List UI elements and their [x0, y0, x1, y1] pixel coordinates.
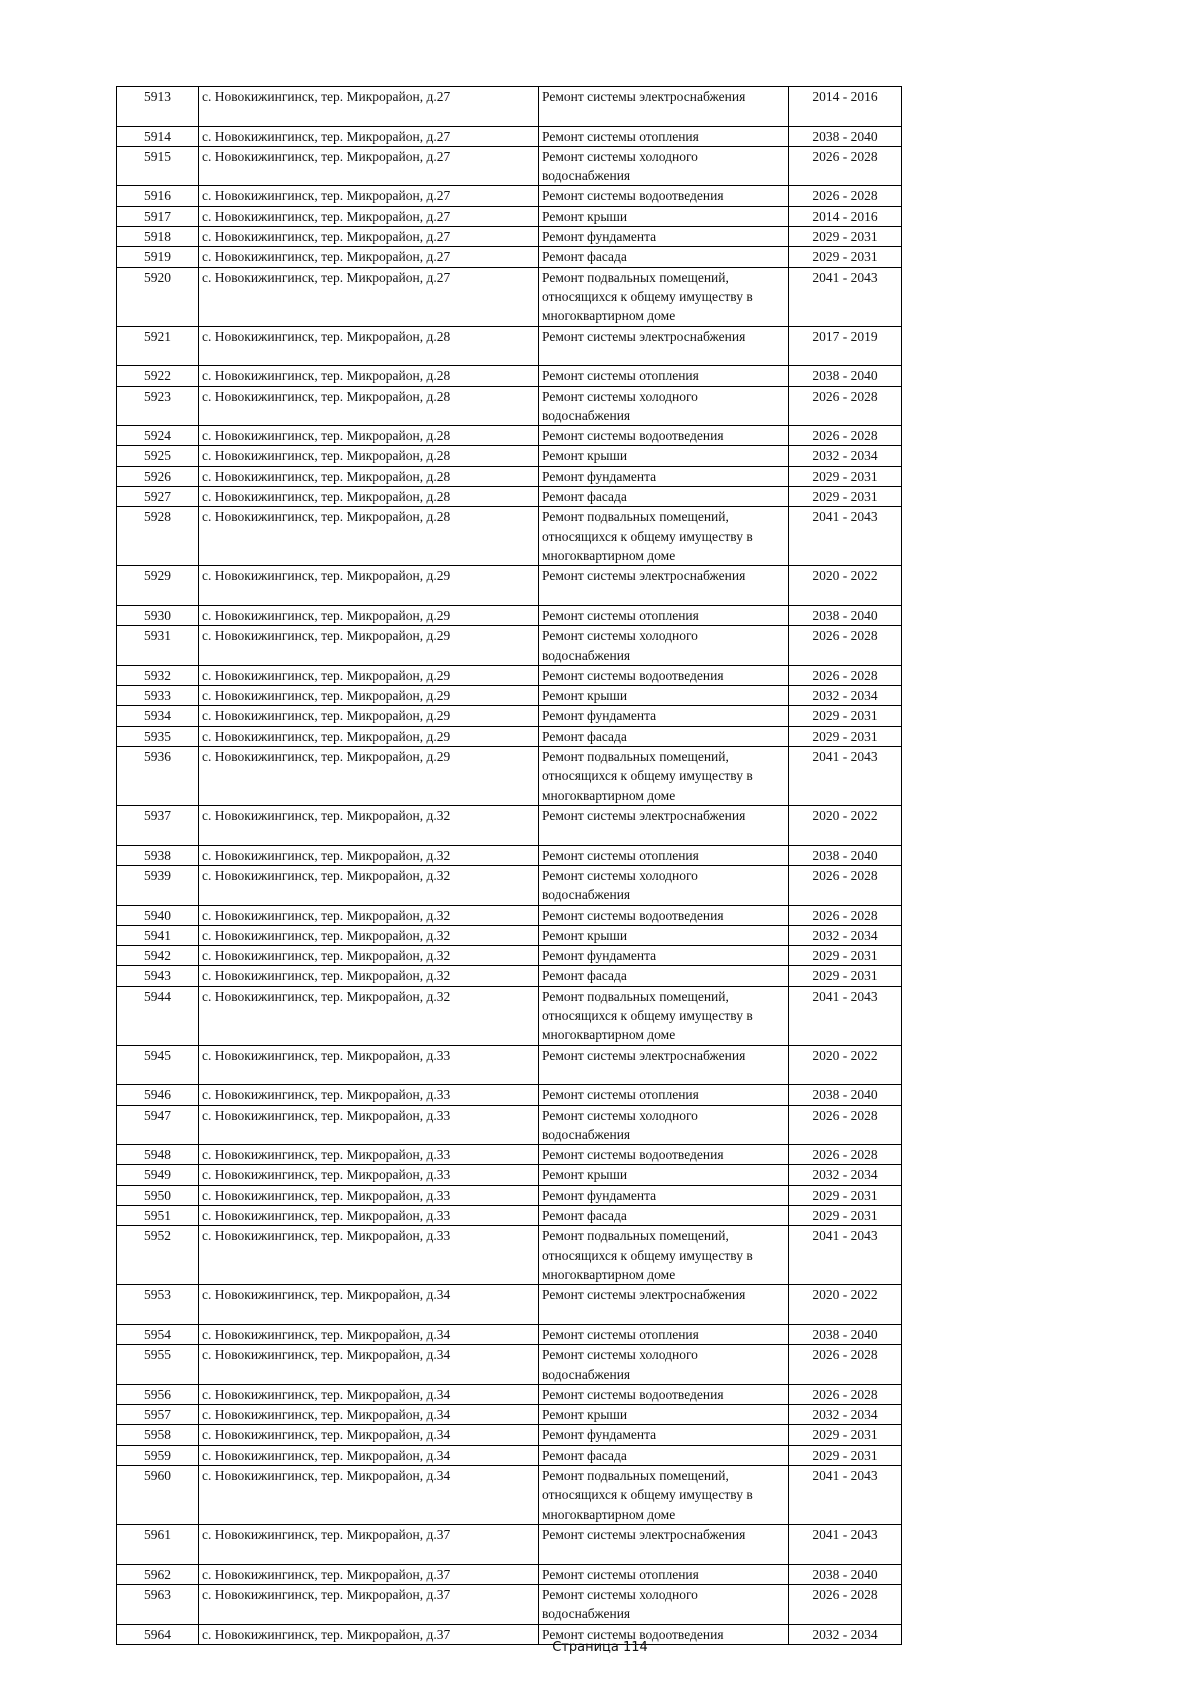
row-address: с. Новокижингинск, тер. Микрорайон, д.33 — [199, 1206, 539, 1226]
row-period: 2032 - 2034 — [789, 446, 902, 466]
row-number: 5941 — [117, 925, 199, 945]
table-row — [117, 1105, 902, 1145]
row-address: с. Новокижингинск, тер. Микрорайон, д.34 — [199, 1425, 539, 1445]
row-period: 2029 - 2031 — [789, 227, 902, 247]
table-row — [117, 87, 902, 127]
row-address: с. Новокижингинск, тер. Микрорайон, д.32 — [199, 986, 539, 1045]
row-period: 2026 - 2028 — [789, 1584, 902, 1624]
table-row — [117, 1324, 902, 1344]
table-row — [117, 1525, 902, 1565]
row-period: 2041 - 2043 — [789, 1525, 902, 1565]
table-row — [117, 1405, 902, 1425]
row-work-type: Ремонт фундамента — [539, 1185, 789, 1205]
table-row — [117, 206, 902, 226]
row-address: с. Новокижингинск, тер. Микрорайон, д.32 — [199, 845, 539, 865]
table-row — [117, 186, 902, 206]
table-row — [117, 925, 902, 945]
table-row — [117, 1165, 902, 1185]
table-row — [117, 686, 902, 706]
row-address: с. Новокижингинск, тер. Микрорайон, д.32 — [199, 925, 539, 945]
row-address: с. Новокижингинск, тер. Микрорайон, д.28 — [199, 426, 539, 446]
row-period: 2026 - 2028 — [789, 865, 902, 905]
row-work-type: Ремонт системы электроснабжения — [539, 566, 789, 606]
row-work-type: Ремонт системы водоотведения — [539, 905, 789, 925]
table-row — [117, 227, 902, 247]
row-work-type: Ремонт системы электроснабжения — [539, 1045, 789, 1085]
row-address: с. Новокижингинск, тер. Микрорайон, д.28 — [199, 446, 539, 466]
row-address: с. Новокижингинск, тер. Микрорайон, д.34 — [199, 1285, 539, 1325]
row-number: 5915 — [117, 146, 199, 186]
table-row — [117, 626, 902, 666]
row-number: 5933 — [117, 686, 199, 706]
row-address: с. Новокижингинск, тер. Микрорайон, д.27 — [199, 267, 539, 326]
row-number: 5930 — [117, 605, 199, 625]
row-address: с. Новокижингинск, тер. Микрорайон, д.28 — [199, 487, 539, 507]
row-period: 2026 - 2028 — [789, 905, 902, 925]
table-row — [117, 146, 902, 186]
row-number: 5961 — [117, 1525, 199, 1565]
row-number: 5955 — [117, 1345, 199, 1385]
row-period: 2029 - 2031 — [789, 1185, 902, 1205]
row-address: с. Новокижингинск, тер. Микрорайон, д.29 — [199, 665, 539, 685]
row-work-type: Ремонт фасада — [539, 247, 789, 267]
row-period: 2020 - 2022 — [789, 806, 902, 846]
row-work-type: Ремонт системы электроснабжения — [539, 87, 789, 127]
row-number: 5939 — [117, 865, 199, 905]
row-address: с. Новокижингинск, тер. Микрорайон, д.27 — [199, 126, 539, 146]
row-period: 2026 - 2028 — [789, 626, 902, 666]
row-period: 2026 - 2028 — [789, 386, 902, 426]
row-address: с. Новокижингинск, тер. Микрорайон, д.37 — [199, 1525, 539, 1565]
row-address: с. Новокижингинск, тер. Микрорайон, д.27 — [199, 146, 539, 186]
page-number: Страница 114 — [552, 1640, 648, 1655]
table-row — [117, 487, 902, 507]
row-period: 2041 - 2043 — [789, 267, 902, 326]
row-number: 5949 — [117, 1165, 199, 1185]
table-row — [117, 267, 902, 326]
row-address: с. Новокижингинск, тер. Микрорайон, д.29 — [199, 747, 539, 806]
row-address: с. Новокижингинск, тер. Микрорайон, д.37 — [199, 1624, 539, 1644]
row-work-type: Ремонт фундамента — [539, 466, 789, 486]
row-period: 2020 - 2022 — [789, 1285, 902, 1325]
row-period: 2020 - 2022 — [789, 566, 902, 606]
table-row — [117, 1384, 902, 1404]
row-work-type: Ремонт системы отопления — [539, 366, 789, 386]
row-address: с. Новокижингинск, тер. Микрорайон, д.29 — [199, 726, 539, 746]
row-work-type: Ремонт фундамента — [539, 706, 789, 726]
row-address: с. Новокижингинск, тер. Микрорайон, д.34 — [199, 1324, 539, 1344]
row-address: с. Новокижингинск, тер. Микрорайон, д.33 — [199, 1045, 539, 1085]
row-period: 2029 - 2031 — [789, 726, 902, 746]
row-period: 2029 - 2031 — [789, 1206, 902, 1226]
row-work-type: Ремонт подвальных помещений, относящихся к общему имуществу в многоквартирном доме — [539, 747, 789, 806]
row-number: 5956 — [117, 1384, 199, 1404]
table-row — [117, 566, 902, 606]
row-number: 5919 — [117, 247, 199, 267]
row-period: 2029 - 2031 — [789, 1425, 902, 1445]
row-work-type: Ремонт системы холодного водоснабжения — [539, 1584, 789, 1624]
table-row — [117, 1226, 902, 1285]
row-address: с. Новокижингинск, тер. Микрорайон, д.34 — [199, 1345, 539, 1385]
row-period: 2029 - 2031 — [789, 706, 902, 726]
table-row — [117, 747, 902, 806]
table-row — [117, 966, 902, 986]
row-work-type: Ремонт системы отопления — [539, 1564, 789, 1584]
row-number: 5921 — [117, 326, 199, 366]
row-number: 5943 — [117, 966, 199, 986]
row-address: с. Новокижингинск, тер. Микрорайон, д.33 — [199, 1165, 539, 1185]
row-number: 5925 — [117, 446, 199, 466]
row-address: с. Новокижингинск, тер. Микрорайон, д.32 — [199, 966, 539, 986]
row-work-type: Ремонт системы электроснабжения — [539, 1285, 789, 1325]
row-period: 2038 - 2040 — [789, 1564, 902, 1584]
row-work-type: Ремонт фасада — [539, 1445, 789, 1465]
row-period: 2029 - 2031 — [789, 1445, 902, 1465]
row-number: 5931 — [117, 626, 199, 666]
row-work-type: Ремонт фасада — [539, 1206, 789, 1226]
row-address: с. Новокижингинск, тер. Микрорайон, д.28 — [199, 507, 539, 566]
table-row — [117, 247, 902, 267]
row-number: 5934 — [117, 706, 199, 726]
row-number: 5929 — [117, 566, 199, 606]
row-number: 5953 — [117, 1285, 199, 1325]
row-work-type: Ремонт системы отопления — [539, 1324, 789, 1344]
row-period: 2032 - 2034 — [789, 925, 902, 945]
row-address: с. Новокижингинск, тер. Микрорайон, д.37 — [199, 1584, 539, 1624]
row-work-type: Ремонт системы отопления — [539, 605, 789, 625]
row-address: с. Новокижингинск, тер. Микрорайон, д.32 — [199, 946, 539, 966]
table-row — [117, 605, 902, 625]
row-number: 5957 — [117, 1405, 199, 1425]
row-work-type: Ремонт подвальных помещений, относящихся к общему имуществу в многоквартирном доме — [539, 1226, 789, 1285]
row-work-type: Ремонт системы электроснабжения — [539, 1525, 789, 1565]
row-period: 2038 - 2040 — [789, 605, 902, 625]
row-address: с. Новокижингинск, тер. Микрорайон, д.33 — [199, 1105, 539, 1145]
row-period: 2041 - 2043 — [789, 747, 902, 806]
row-address: с. Новокижингинск, тер. Микрорайон, д.33 — [199, 1226, 539, 1285]
row-number: 5946 — [117, 1085, 199, 1105]
row-work-type: Ремонт системы электроснабжения — [539, 326, 789, 366]
table-row — [117, 726, 902, 746]
row-work-type: Ремонт системы водоотведения — [539, 186, 789, 206]
row-work-type: Ремонт подвальных помещений, относящихся к общему имуществу в многоквартирном доме — [539, 267, 789, 326]
row-period: 2041 - 2043 — [789, 1226, 902, 1285]
row-number: 5928 — [117, 507, 199, 566]
row-work-type: Ремонт системы электроснабжения — [539, 806, 789, 846]
table-row — [117, 507, 902, 566]
row-period: 2041 - 2043 — [789, 986, 902, 1045]
row-address: с. Новокижингинск, тер. Микрорайон, д.32 — [199, 905, 539, 925]
row-number: 5936 — [117, 747, 199, 806]
row-number: 5960 — [117, 1466, 199, 1525]
row-work-type: Ремонт крыши — [539, 446, 789, 466]
row-address: с. Новокижингинск, тер. Микрорайон, д.29 — [199, 605, 539, 625]
row-work-type: Ремонт системы водоотведения — [539, 1624, 789, 1644]
row-period: 2038 - 2040 — [789, 845, 902, 865]
row-number: 5937 — [117, 806, 199, 846]
row-number: 5942 — [117, 946, 199, 966]
row-work-type: Ремонт крыши — [539, 206, 789, 226]
row-work-type: Ремонт системы водоотведения — [539, 426, 789, 446]
row-number: 5945 — [117, 1045, 199, 1085]
row-period: 2041 - 2043 — [789, 507, 902, 566]
table-row — [117, 1584, 902, 1624]
row-number: 5922 — [117, 366, 199, 386]
row-period: 2032 - 2034 — [789, 1165, 902, 1185]
table-row — [117, 1564, 902, 1584]
table-row — [117, 1445, 902, 1465]
table-row — [117, 466, 902, 486]
row-address: с. Новокижингинск, тер. Микрорайон, д.28 — [199, 326, 539, 366]
row-address: с. Новокижингинск, тер. Микрорайон, д.27 — [199, 186, 539, 206]
row-address: с. Новокижингинск, тер. Микрорайон, д.27 — [199, 227, 539, 247]
row-work-type: Ремонт системы отопления — [539, 1085, 789, 1105]
row-work-type: Ремонт крыши — [539, 925, 789, 945]
row-work-type: Ремонт крыши — [539, 686, 789, 706]
row-address: с. Новокижингинск, тер. Микрорайон, д.27 — [199, 87, 539, 127]
row-work-type: Ремонт подвальных помещений, относящихся к общему имуществу в многоквартирном доме — [539, 986, 789, 1045]
row-work-type: Ремонт системы холодного водоснабжения — [539, 626, 789, 666]
row-number: 5935 — [117, 726, 199, 746]
table-row — [117, 706, 902, 726]
table-row — [117, 446, 902, 466]
row-period: 2026 - 2028 — [789, 186, 902, 206]
row-address: с. Новокижингинск, тер. Микрорайон, д.32 — [199, 806, 539, 846]
row-work-type: Ремонт системы водоотведения — [539, 1145, 789, 1165]
row-work-type: Ремонт системы водоотведения — [539, 665, 789, 685]
table-row — [117, 806, 902, 846]
row-number: 5924 — [117, 426, 199, 446]
table-row — [117, 1425, 902, 1445]
row-period: 2026 - 2028 — [789, 665, 902, 685]
row-number: 5959 — [117, 1445, 199, 1465]
row-address: с. Новокижингинск, тер. Микрорайон, д.27 — [199, 206, 539, 226]
row-address: с. Новокижингинск, тер. Микрорайон, д.34 — [199, 1445, 539, 1465]
row-number: 5926 — [117, 466, 199, 486]
row-address: с. Новокижингинск, тер. Микрорайон, д.29 — [199, 626, 539, 666]
row-work-type: Ремонт системы водоотведения — [539, 1384, 789, 1404]
row-address: с. Новокижингинск, тер. Микрорайон, д.33 — [199, 1085, 539, 1105]
row-period: 2026 - 2028 — [789, 1105, 902, 1145]
row-period: 2014 - 2016 — [789, 87, 902, 127]
row-number: 5962 — [117, 1564, 199, 1584]
row-address: с. Новокижингинск, тер. Микрорайон, д.34 — [199, 1466, 539, 1525]
row-period: 2029 - 2031 — [789, 466, 902, 486]
row-period: 2032 - 2034 — [789, 1624, 902, 1644]
row-number: 5950 — [117, 1185, 199, 1205]
row-work-type: Ремонт фундамента — [539, 946, 789, 966]
table-row — [117, 665, 902, 685]
row-period: 2026 - 2028 — [789, 1145, 902, 1165]
table-row — [117, 1045, 902, 1085]
row-address: с. Новокижингинск, тер. Микрорайон, д.29 — [199, 706, 539, 726]
row-period: 2041 - 2043 — [789, 1466, 902, 1525]
row-period: 2026 - 2028 — [789, 1384, 902, 1404]
row-work-type: Ремонт системы холодного водоснабжения — [539, 865, 789, 905]
row-number: 5940 — [117, 905, 199, 925]
row-address: с. Новокижингинск, тер. Микрорайон, д.29 — [199, 686, 539, 706]
row-work-type: Ремонт подвальных помещений, относящихся к общему имуществу в многоквартирном доме — [539, 507, 789, 566]
row-number: 5954 — [117, 1324, 199, 1344]
row-number: 5963 — [117, 1584, 199, 1624]
row-work-type: Ремонт крыши — [539, 1405, 789, 1425]
table-body — [117, 87, 902, 1645]
row-period: 2026 - 2028 — [789, 146, 902, 186]
row-number: 5952 — [117, 1226, 199, 1285]
row-number: 5923 — [117, 386, 199, 426]
row-number: 5964 — [117, 1624, 199, 1644]
table-row — [117, 986, 902, 1045]
row-number: 5951 — [117, 1206, 199, 1226]
row-period: 2038 - 2040 — [789, 126, 902, 146]
row-period: 2029 - 2031 — [789, 487, 902, 507]
row-period: 2020 - 2022 — [789, 1045, 902, 1085]
row-number: 5938 — [117, 845, 199, 865]
table-row — [117, 1466, 902, 1525]
row-period: 2014 - 2016 — [789, 206, 902, 226]
table-row — [117, 1145, 902, 1165]
row-period: 2029 - 2031 — [789, 966, 902, 986]
row-address: с. Новокижингинск, тер. Микрорайон, д.27 — [199, 247, 539, 267]
row-work-type: Ремонт фасада — [539, 966, 789, 986]
row-address: с. Новокижингинск, тер. Микрорайон, д.29 — [199, 566, 539, 606]
table-row — [117, 905, 902, 925]
row-number: 5913 — [117, 87, 199, 127]
row-period: 2038 - 2040 — [789, 366, 902, 386]
row-number: 5958 — [117, 1425, 199, 1445]
table-row — [117, 1185, 902, 1205]
row-address: с. Новокижингинск, тер. Микрорайон, д.34 — [199, 1384, 539, 1404]
row-work-type: Ремонт системы отопления — [539, 845, 789, 865]
table-row — [117, 366, 902, 386]
row-period: 2032 - 2034 — [789, 1405, 902, 1425]
table-row — [117, 1285, 902, 1325]
row-period: 2029 - 2031 — [789, 946, 902, 966]
row-period: 2026 - 2028 — [789, 1345, 902, 1385]
row-number: 5920 — [117, 267, 199, 326]
row-address: с. Новокижингинск, тер. Микрорайон, д.33 — [199, 1145, 539, 1165]
row-work-type: Ремонт фасада — [539, 726, 789, 746]
row-address: с. Новокижингинск, тер. Микрорайон, д.28 — [199, 366, 539, 386]
row-number: 5947 — [117, 1105, 199, 1145]
table-row — [117, 386, 902, 426]
row-number: 5918 — [117, 227, 199, 247]
row-number: 5917 — [117, 206, 199, 226]
row-work-type: Ремонт системы холодного водоснабжения — [539, 1345, 789, 1385]
row-work-type: Ремонт системы холодного водоснабжения — [539, 146, 789, 186]
row-work-type: Ремонт системы холодного водоснабжения — [539, 1105, 789, 1145]
table-row — [117, 865, 902, 905]
row-work-type: Ремонт фундамента — [539, 1425, 789, 1445]
row-address: с. Новокижингинск, тер. Микрорайон, д.32 — [199, 865, 539, 905]
row-address: с. Новокижингинск, тер. Микрорайон, д.37 — [199, 1564, 539, 1584]
row-period: 2038 - 2040 — [789, 1324, 902, 1344]
table-row — [117, 1085, 902, 1105]
row-number: 5948 — [117, 1145, 199, 1165]
row-number: 5916 — [117, 186, 199, 206]
row-period: 2038 - 2040 — [789, 1085, 902, 1105]
table-row — [117, 1206, 902, 1226]
row-address: с. Новокижингинск, тер. Микрорайон, д.28 — [199, 466, 539, 486]
row-work-type: Ремонт крыши — [539, 1165, 789, 1185]
row-work-type: Ремонт фундамента — [539, 227, 789, 247]
row-number: 5914 — [117, 126, 199, 146]
row-work-type: Ремонт системы холодного водоснабжения — [539, 386, 789, 426]
row-period: 2029 - 2031 — [789, 247, 902, 267]
row-address: с. Новокижингинск, тер. Микрорайон, д.28 — [199, 386, 539, 426]
row-number: 5927 — [117, 487, 199, 507]
row-period: 2032 - 2034 — [789, 686, 902, 706]
row-period: 2017 - 2019 — [789, 326, 902, 366]
table-row — [117, 845, 902, 865]
table-row — [117, 426, 902, 446]
row-address: с. Новокижингинск, тер. Микрорайон, д.33 — [199, 1185, 539, 1205]
table-row — [117, 126, 902, 146]
table-row — [117, 326, 902, 366]
repair-schedule-table — [116, 86, 902, 1645]
row-number: 5944 — [117, 986, 199, 1045]
row-number: 5932 — [117, 665, 199, 685]
table-row — [117, 1345, 902, 1385]
row-work-type: Ремонт системы отопления — [539, 126, 789, 146]
row-period: 2026 - 2028 — [789, 426, 902, 446]
row-work-type: Ремонт фасада — [539, 487, 789, 507]
row-address: с. Новокижингинск, тер. Микрорайон, д.34 — [199, 1405, 539, 1425]
row-work-type: Ремонт подвальных помещений, относящихся к общему имуществу в многоквартирном доме — [539, 1466, 789, 1525]
table-row — [117, 946, 902, 966]
